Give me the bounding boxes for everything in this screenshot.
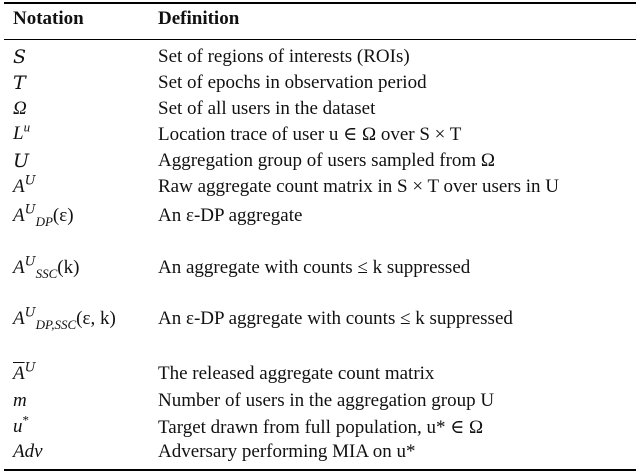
notation-superscript: U bbox=[24, 202, 36, 218]
notation-cell: T bbox=[13, 72, 26, 94]
notation-base: A bbox=[13, 176, 25, 197]
notation-superscript: * bbox=[22, 412, 29, 428]
notation-base: u bbox=[13, 416, 23, 437]
bottom-rule bbox=[4, 469, 636, 471]
notation-subscript: DP bbox=[35, 213, 53, 229]
notation-superscript: U bbox=[24, 254, 36, 270]
notation-cell bbox=[13, 360, 36, 385]
notation-cell bbox=[13, 202, 74, 229]
notation-cell bbox=[13, 254, 80, 281]
definition-cell: The released aggregate count matrix bbox=[158, 363, 435, 384]
definition-cell: Adversary performing MIA on u* bbox=[158, 441, 416, 462]
definition-cell: An aggregate with counts ≤ k suppressed bbox=[158, 257, 471, 278]
notation-base: A bbox=[13, 257, 25, 278]
notation-cell bbox=[13, 305, 116, 332]
definition-cell: An ε-DP aggregate with counts ≤ k suppressed bbox=[158, 308, 513, 329]
notation-base: L bbox=[13, 123, 24, 144]
header-definition: Definition bbox=[158, 8, 240, 29]
notation-base: $\overline{A}$ bbox=[13, 363, 25, 384]
notation-cell: m bbox=[13, 390, 27, 411]
notation-cell bbox=[13, 173, 36, 198]
notation-subscript: SSC bbox=[35, 265, 58, 281]
definition-cell: Aggregation group of users sampled from Ω bbox=[158, 150, 496, 171]
definition-cell: Number of users in the aggregation group U bbox=[158, 390, 495, 411]
definition-cell: Set of regions of interests (ROIs) bbox=[158, 46, 410, 67]
definition-cell: Set of all users in the dataset bbox=[158, 98, 376, 119]
notation-argument: (ε) bbox=[52, 205, 74, 226]
notation-cell bbox=[13, 119, 31, 145]
notation-argument: (ε, k) bbox=[76, 308, 116, 329]
notation-argument: (k) bbox=[57, 257, 80, 278]
notation-superscript: U bbox=[24, 173, 36, 189]
notation-cell bbox=[13, 412, 29, 438]
notation-superscript: U bbox=[24, 305, 36, 321]
notation-base: A bbox=[13, 308, 25, 329]
header-rule bbox=[4, 39, 636, 40]
notation-cell: S bbox=[13, 46, 27, 68]
definition-cell: Set of epochs in observation period bbox=[158, 72, 427, 93]
notation-cell: U bbox=[13, 150, 30, 172]
notation-base: A bbox=[13, 205, 25, 226]
notation-cell: Adv bbox=[13, 441, 43, 462]
definition-cell: An ε-DP aggregate bbox=[158, 205, 303, 226]
top-rule bbox=[4, 2, 636, 4]
notation-subscript: DP,SSC bbox=[35, 316, 77, 332]
header-notation: Notation bbox=[13, 8, 84, 29]
notation-superscript: U bbox=[24, 360, 36, 376]
definition-cell: Raw aggregate count matrix in S × T over users in U bbox=[158, 176, 560, 197]
notation-cell: Ω bbox=[13, 98, 27, 119]
notation-superscript: u bbox=[23, 119, 31, 135]
definition-cell: Target drawn from full population, u* ∈ Ω bbox=[158, 417, 484, 438]
definition-cell: Location trace of user u ∈ Ω over S × T bbox=[158, 124, 462, 145]
